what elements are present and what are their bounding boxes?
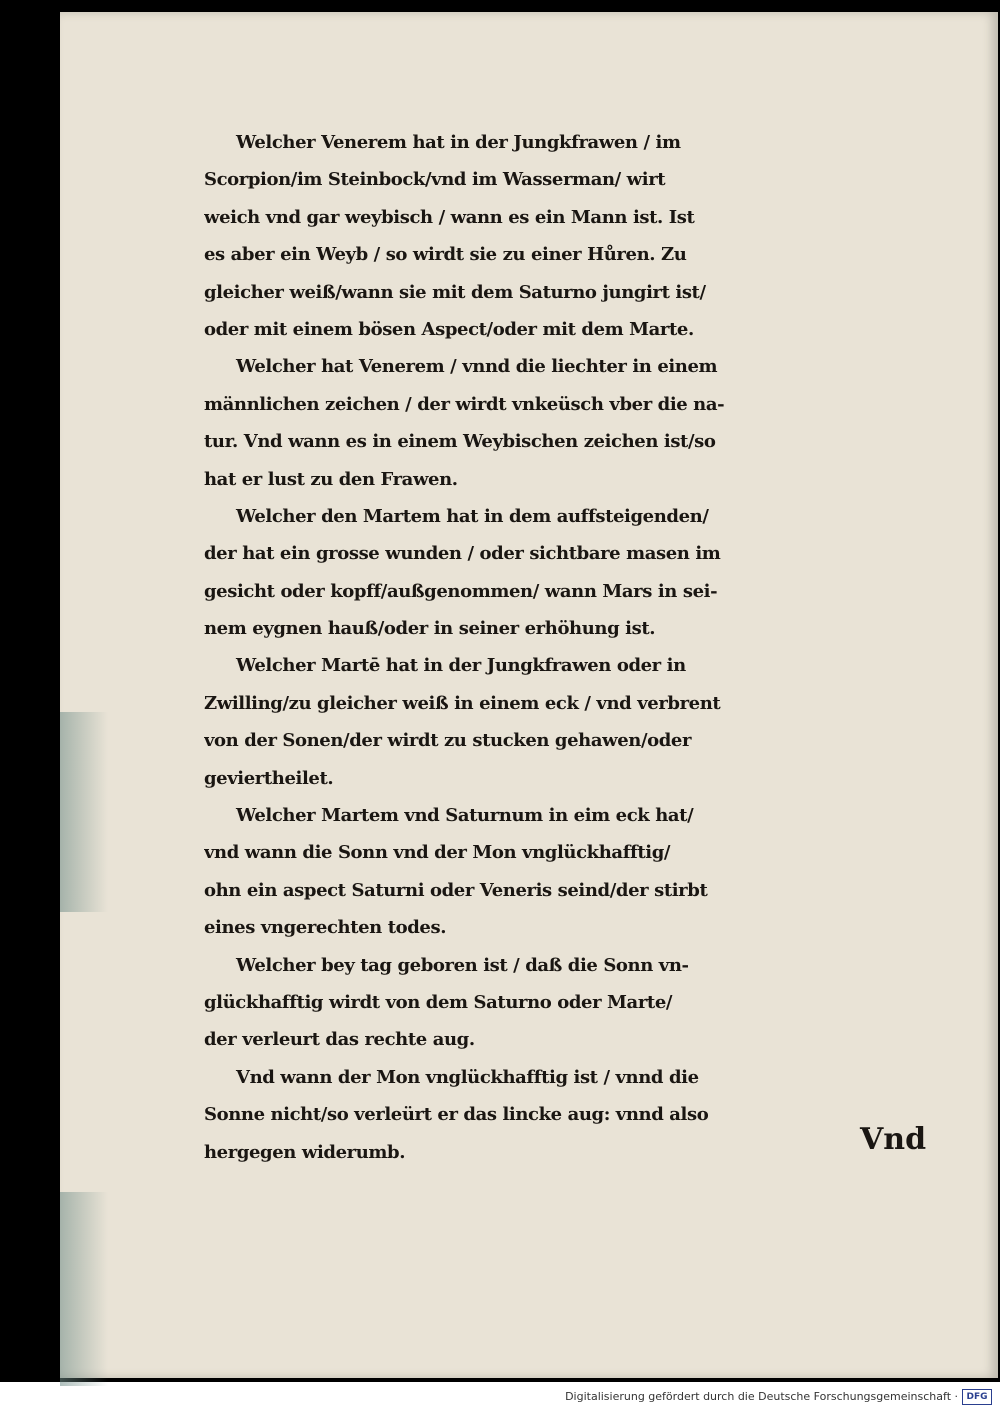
text-line: geviertheilet. xyxy=(204,767,334,789)
catchword: Vnd xyxy=(860,1122,927,1157)
dfg-logo-icon: DFG xyxy=(962,1389,992,1405)
page-text xyxy=(204,124,1000,1171)
text-line: Vnd wann der Mon vnglückhafftig ist / vnnd die xyxy=(236,1066,699,1088)
text-line: eines vngerechten todes. xyxy=(204,917,447,939)
footer-credit: Digitalisierung gefördert durch die Deutsche Forschungsgemeinschaft · xyxy=(565,1390,958,1403)
page-stain xyxy=(60,712,108,912)
text-line: der hat ein grosse wunden / oder sichtbare masen im xyxy=(204,543,721,565)
page-stain xyxy=(60,1192,108,1392)
text-line: männlichen zeichen / der wirdt vnkeüsch vber die na- xyxy=(204,393,725,415)
text-line: Welcher bey tag geboren ist / daß die Sonn vn- xyxy=(236,954,689,976)
text-line: es aber ein Weyb / so wirdt sie zu einer Hůren. Zu xyxy=(204,244,687,266)
text-line: Welcher Martem vnd Saturnum in eim eck hat/ xyxy=(236,805,694,827)
text-line: glückhafftig wirdt von dem Saturno oder Marte/ xyxy=(204,991,673,1013)
text-line: gesicht oder kopff/außgenommen/ wann Mars in sei- xyxy=(204,580,718,602)
book-page xyxy=(60,12,998,1378)
text-line: Scorpion/im Steinbock/vnd im Wasserman/ wirt xyxy=(204,169,666,191)
text-line: Welcher den Martem hat in dem auffsteigenden/ xyxy=(236,505,709,527)
text-line: hat er lust zu den Frawen. xyxy=(204,468,458,490)
text-line: Welcher Venerem hat in der Jungkfrawen / im xyxy=(236,132,681,153)
text-line: vnd wann die Sonn vnd der Mon vnglückhafftig/ xyxy=(204,842,671,864)
text-line: Zwilling/zu gleicher weiß in einem eck / vnd verbrent xyxy=(204,692,721,714)
text-line: der verleurt das rechte aug. xyxy=(204,1029,475,1051)
text-line: oder mit einem bösen Aspect/oder mit dem Marte. xyxy=(204,318,694,340)
text-line: weich vnd gar weybisch / wann es ein Mann ist. Ist xyxy=(204,206,695,228)
footer-bar xyxy=(0,1386,1000,1408)
text-line: Welcher Martē hat in der Jungkfrawen oder in xyxy=(236,655,686,677)
text-line: tur. Vnd wann es in einem Weybischen zeichen ist/so xyxy=(204,431,716,453)
text-line: von der Sonen/der wirdt zu stucken gehawen/oder xyxy=(204,730,692,752)
text-line: hergegen widerumb. xyxy=(204,1141,406,1163)
text-line: ohn ein aspect Saturni oder Veneris seind/der stirbt xyxy=(204,879,708,901)
text-line: Welcher hat Venerem / vnnd die liechter in einem xyxy=(236,356,718,378)
text-line: gleicher weiß/wann sie mit dem Saturno jungirt ist/ xyxy=(204,281,706,303)
text-line: Sonne nicht/so verleürt er das lincke aug: vnnd also xyxy=(204,1104,709,1126)
text-line: nem eygnen hauß/oder in seiner erhöhung ist. xyxy=(204,618,656,640)
